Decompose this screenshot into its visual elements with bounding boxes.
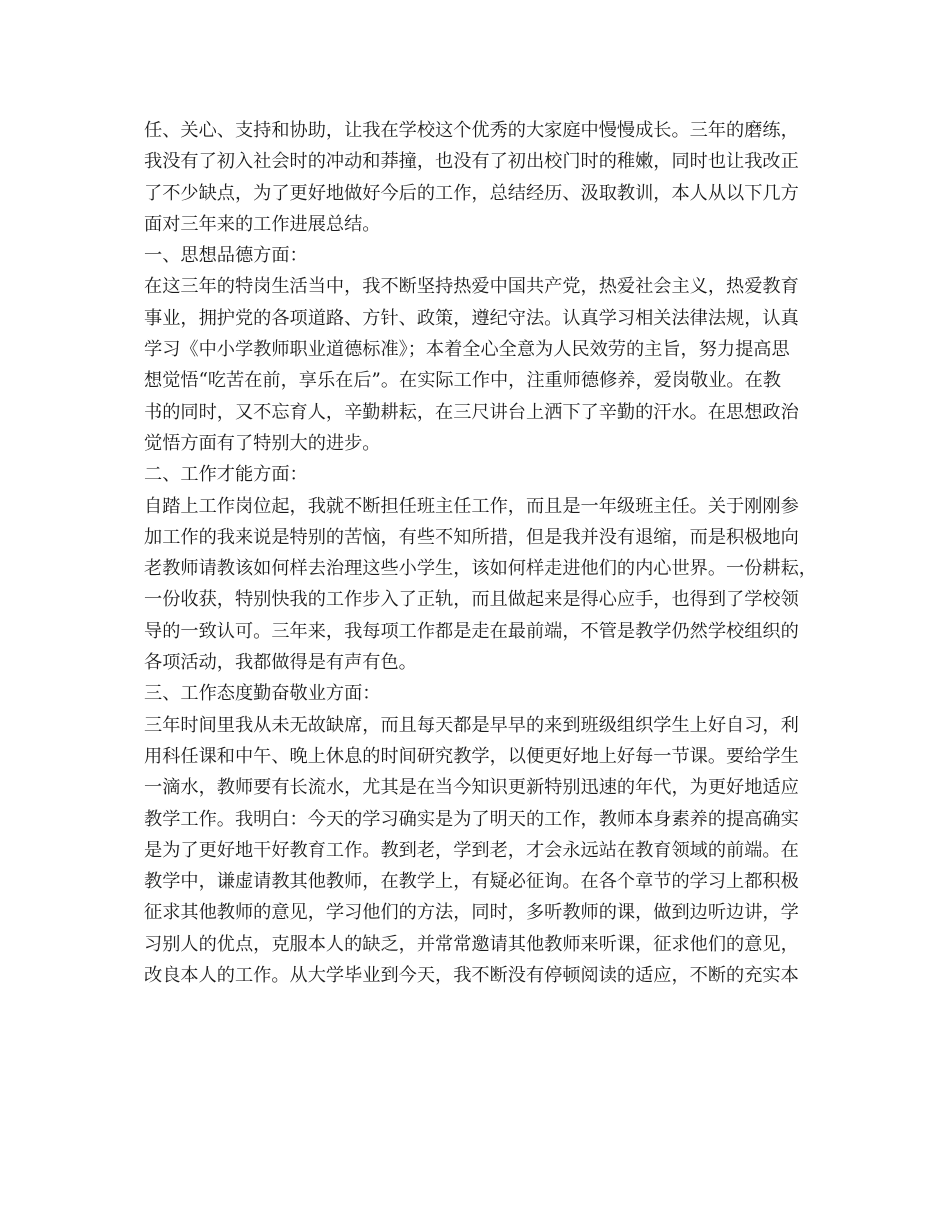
text-line: 三年时间里我从未无故缺席，而且每天都是早早的来到班级组织学生上好自习，利 [144, 714, 799, 736]
text-line: 想觉悟“吃苦在前，享乐在后”。在实际工作中，注重师德修养，爱岗敬业。在教 [144, 370, 781, 392]
text-line: 我没有了初入社会时的冲动和莽撞，也没有了初出校门时的稚嫩，同时也让我改正 [144, 151, 799, 173]
text-line: 是为了更好地干好教育工作。教到老，学到老，才会永远站在教育领域的前端。在 [144, 839, 799, 861]
text-line: 改良本人的工作。从大学毕业到今天，我不断没有停顿阅读的适应，不断的充实本 [144, 965, 799, 987]
text-line: 习别人的优点，克服本人的缺乏，并常常邀请其他教师来听课，征求他们的意见， [144, 933, 799, 955]
text-line: 学习《中小学教师职业道德标准》；本着全心全意为人民效劳的主旨，努力提高思 [144, 339, 790, 361]
text-line: 教学工作。我明白：今天的学习确实是为了明天的工作，教师本身素养的提高确实 [144, 808, 799, 830]
text-line: 加工作的我来说是特别的苦恼，有些不知所措，但是我并没有退缩，而是积极地向 [144, 526, 799, 548]
section-heading: 三、工作态度勤奋敬业方面： [144, 683, 381, 705]
text-line: 老教师请教该如何样去治理这些小学生，该如何样走进他们的内心世界。一份耕耘， [144, 558, 817, 580]
text-line: 面对三年来的工作进展总结。 [144, 213, 381, 235]
text-line: 在这三年的特岗生活当中，我不断坚持热爱中国共产党，热爱社会主义，热爱教育 [144, 276, 799, 298]
text-line: 各项活动，我都做得是有声有色。 [144, 652, 417, 674]
text-line: 自踏上工作岗位起，我就不断担任班主任工作，而且是一年级班主任。关于刚刚参 [144, 495, 799, 517]
text-line: 事业，拥护党的各项道路、方针、政策，遵纪守法。认真学习相关法律法规，认真 [144, 307, 799, 329]
section-heading: 二、工作才能方面： [144, 464, 308, 486]
section-heading: 一、思想品德方面： [144, 245, 308, 267]
text-line: 书的同时，又不忘育人，辛勤耕耘，在三尺讲台上洒下了辛勤的汗水。在思想政治 [144, 401, 799, 423]
text-line: 一份收获，特别快我的工作步入了正轨，而且做起来是得心应手，也得到了学校领 [144, 589, 799, 611]
text-line: 了不少缺点，为了更好地做好今后的工作，总结经历、汲取教训，本人从以下几方 [144, 182, 799, 204]
text-line: 觉悟方面有了特别大的进步。 [144, 432, 381, 454]
document-body [144, 115, 816, 991]
text-line: 用科任课和中午、晚上休息的时间研究教学，以便更好地上好每一节课。要给学生 [144, 745, 799, 767]
text-line: 导的一致认可。三年来，我每项工作都是走在最前端，不管是教学仍然学校组织的 [144, 620, 799, 642]
text-line: 征求其他教师的意见，学习他们的方法，同时，多听教师的课，做到边听边讲，学 [144, 902, 799, 924]
text-line: 教学中，谦虚请教其他教师，在教学上，有疑必征询。在各个章节的学习上都积极 [144, 871, 799, 893]
text-line: 任、关心、支持和协助，让我在学校这个优秀的大家庭中慢慢成长。三年的磨练， [144, 120, 799, 141]
text-line: 一滴水，教师要有长流水，尤其是在当今知识更新特别迅速的年代，为更好地适应 [144, 777, 799, 799]
